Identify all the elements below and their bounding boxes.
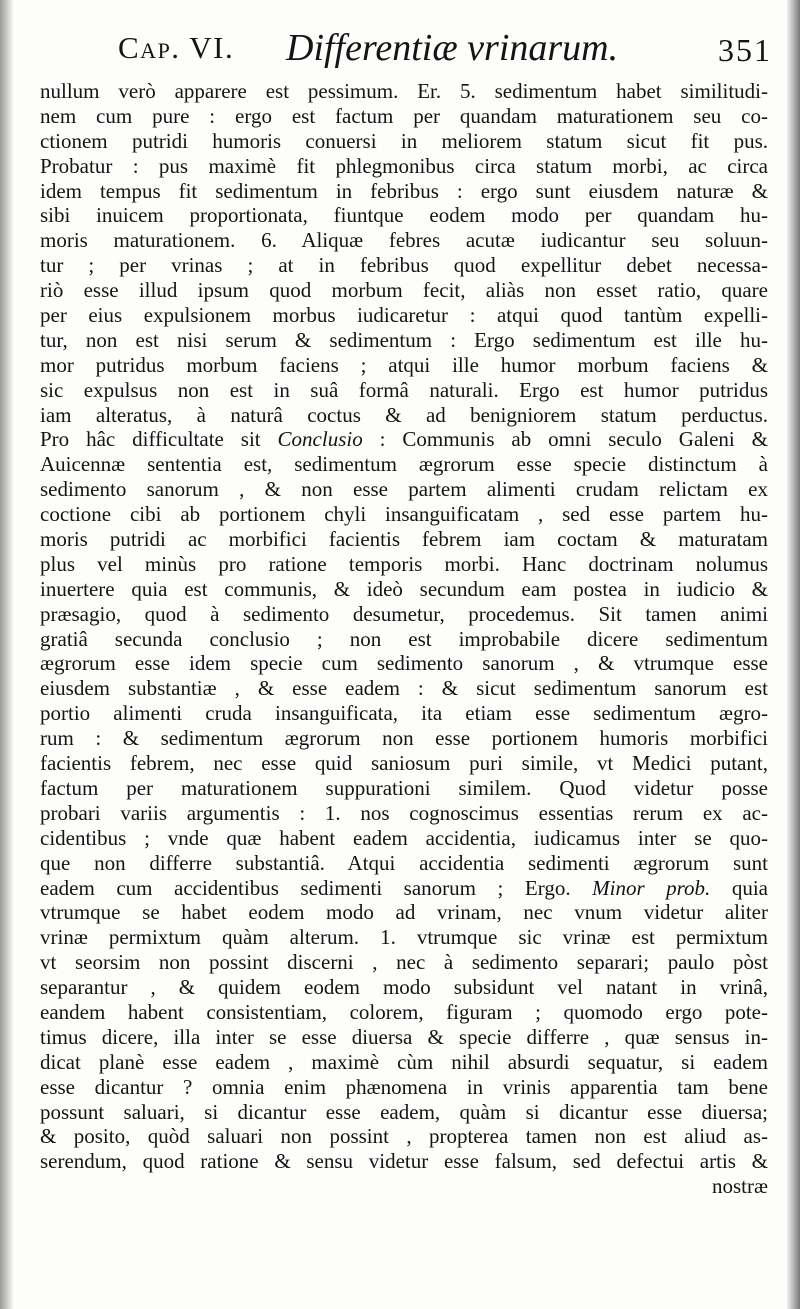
text-line: [40, 502, 768, 527]
text-line: [40, 602, 768, 627]
text-segment: inuertere quia est communis, & ideò secundum eam postea in iudicio &: [40, 576, 768, 601]
italic-segment: Conclusio: [277, 427, 363, 452]
text-line: [40, 353, 768, 378]
text-segment: sic expulsus non est in suâ formâ naturali. Ergo est humor putridus: [40, 377, 768, 402]
text-line: [40, 1149, 768, 1174]
text-line: [40, 627, 768, 652]
text-line: [40, 1025, 768, 1050]
text-line: [40, 701, 768, 726]
text-line: [40, 179, 768, 204]
text-segment: que non differre substantiâ. Atqui accidentia sedimenti ægrorum sunt: [40, 850, 768, 875]
text-segment: iam alteratus, à naturâ coctus & ad benigniorem statum perductus.: [40, 402, 768, 427]
text-segment: sedimento sanorum , & non esse partem alimenti crudam relictam ex: [40, 477, 768, 502]
text-line: [40, 851, 768, 876]
text-line: [40, 651, 768, 676]
text-segment: idem tempus fit sedimentum in febribus : ergo sunt eiusdem naturæ &: [40, 178, 768, 203]
text-line: [40, 303, 768, 328]
text-line: [40, 826, 768, 851]
text-segment: serendum, quod ratione & sensu videtur esse falsum, sed defectui artis &: [40, 1149, 768, 1174]
text-segment: eadem cum accidentibus sedimenti sanorum ; Ergo.: [40, 875, 593, 900]
text-line: [40, 1075, 768, 1100]
text-line: [40, 527, 768, 552]
text-segment: eiusdem substantiæ , & esse eadem : & sicut sedimentum sanorum est: [40, 676, 768, 701]
text-segment: per eius expulsionem morbus iudicaretur : atqui quod tantùm expelli-: [40, 303, 768, 328]
text-segment: & posito, quòd saluari non possint , propterea tamen non est aliud as-: [40, 1124, 768, 1149]
text-line: [40, 1124, 768, 1149]
text-segment: esse dicantur ? omnia enim phænomena in vrinis apparentia tam bene: [40, 1074, 768, 1099]
text-segment: ægrorum esse idem specie cum sedimento sanorum , & vtrumque esse: [40, 651, 768, 676]
text-line: [40, 253, 768, 278]
text-line: [40, 577, 768, 602]
text-line: [40, 776, 768, 801]
text-line: [40, 228, 768, 253]
text-segment: moris maturationem. 6. Aliquæ febres acutæ iudicantur seu soluun-: [40, 228, 768, 253]
text-line: [40, 876, 768, 901]
text-segment: quia: [710, 875, 768, 900]
text-line: [40, 104, 768, 129]
text-line: [40, 154, 768, 179]
text-segment: ctionem putridi humoris conuersi in meliorem statum sicut fit pus.: [40, 128, 768, 153]
text-line: [40, 1050, 768, 1075]
page-number: 351: [718, 32, 772, 68]
text-segment: dicat planè esse eadem , maximè cùm nihil absurdi sequatur, si eadem: [40, 1049, 768, 1074]
page-edge-shadow-left: [0, 0, 14, 1309]
text-line: [40, 950, 768, 975]
text-segment: Pro hâc difficultate sit: [40, 427, 278, 452]
text-line: [40, 328, 768, 353]
catchword: nostræ: [711, 1174, 768, 1199]
text-segment: factum per maturationem suppurationi similem. Quod videtur posse: [40, 775, 768, 800]
text-line: [40, 378, 768, 403]
text-line: [40, 552, 768, 577]
text-segment: nullum verò apparere est pessimum. Er. 5. sedimentum habet similitudi-: [40, 79, 768, 103]
running-header: [118, 22, 776, 78]
text-segment: cidentibus ; vnde quæ habent eadem accidentia, iudicamus inter se quo-: [40, 825, 768, 850]
running-title: Differentiæ vrinarum.: [286, 27, 619, 69]
text-line: [40, 203, 768, 228]
text-line: [40, 79, 768, 104]
chapter-label: Cap. VI.: [118, 30, 235, 65]
text-segment: coctione cibi ab portionem chyli insanguificatam , sed esse partem hu-: [40, 502, 768, 527]
text-line: [40, 403, 768, 428]
text-segment: Probatur : pus maximè fit phlegmonibus circa statum morbi, ac circa: [40, 153, 768, 178]
text-segment: gratiâ secunda conclusio ; non est improbabile dicere sedimentum: [40, 626, 768, 651]
text-segment: : Communis ab omni seculo Galeni &: [362, 427, 768, 452]
text-segment: Auicennæ sententia est, sedimentum ægrorum esse specie distinctum à: [40, 452, 768, 477]
text-line: [40, 975, 768, 1000]
text-segment: præsagio, quod à sedimento desumetur, procedemus. Sit tamen animi: [40, 601, 768, 626]
text-line: [40, 278, 768, 303]
text-segment: mor putridus morbum faciens ; atqui ille humor morbum faciens &: [40, 352, 768, 377]
text-segment: possunt saluari, si dicantur esse eadem, quàm si dicantur esse diuersa;: [40, 1099, 768, 1124]
text-segment: portio alimenti cruda insanguificata, ita etiam esse sedimentum ægro-: [40, 701, 768, 726]
text-segment: timus dicere, illa inter se esse diuersa & specie differre , quæ sensus in-: [40, 1024, 768, 1049]
text-segment: vtrumque se habet eodem modo ad vrinam, nec vnum videtur aliter: [40, 900, 768, 925]
text-segment: vrinæ permixtum quàm alterum. 1. vtrumque sic vrinæ est permixtum: [40, 925, 768, 950]
italic-segment: Minor prob.: [592, 875, 711, 900]
text-line: [40, 676, 768, 701]
text-segment: moris putridi ac morbifici facientis febrem iam coctam & maturatam: [40, 527, 768, 552]
page-edge-shadow-right: [786, 0, 800, 1309]
text-line: [40, 900, 768, 925]
text-segment: rum : & sedimentum ægrorum non esse portionem humoris morbifici: [40, 726, 768, 751]
text-line: [40, 726, 768, 751]
text-segment: facientis febrem, nec esse quid saniosum puri simile, vt Medici putant,: [40, 751, 768, 776]
text-line: [40, 801, 768, 826]
text-segment: riò esse illud ipsum quod morbum fecit, aliàs non esset ratio, quare: [40, 278, 768, 303]
text-segment: eandem habent consistentiam, colorem, figuram ; quomodo ergo pote-: [40, 999, 768, 1024]
text-line: [40, 452, 768, 477]
text-segment: vt seorsim non possint discerni , nec à sedimento separari; paulo pòst: [40, 950, 768, 975]
text-line: [40, 427, 768, 452]
text-line: [40, 477, 768, 502]
text-line: [40, 129, 768, 154]
text-segment: probari variis argumentis : 1. nos cognoscimus essentias rerum ex ac-: [40, 800, 768, 825]
text-line: [40, 1000, 768, 1025]
body-text: [40, 79, 768, 1199]
text-segment: tur ; per vrinas ; at in febribus quod expellitur debet necessa-: [40, 253, 768, 278]
text-segment: separantur , & quidem eodem modo subsidunt vel natant in vrinâ,: [40, 975, 768, 1000]
text-line: [40, 1100, 768, 1125]
text-segment: nem cum pure : ergo est factum per quandam maturationem seu co-: [40, 103, 768, 128]
text-line: [40, 751, 768, 776]
text-segment: plus vel minùs pro ratione temporis morbi. Hanc doctrinam nolumus: [40, 551, 768, 576]
text-segment: tur, non est nisi serum & sedimentum : Ergo sedimentum est ille hu-: [40, 327, 768, 352]
text-segment: sibi inuicem proportionata, fiuntque eodem modo per quandam hu-: [40, 203, 768, 228]
text-line: [40, 925, 768, 950]
